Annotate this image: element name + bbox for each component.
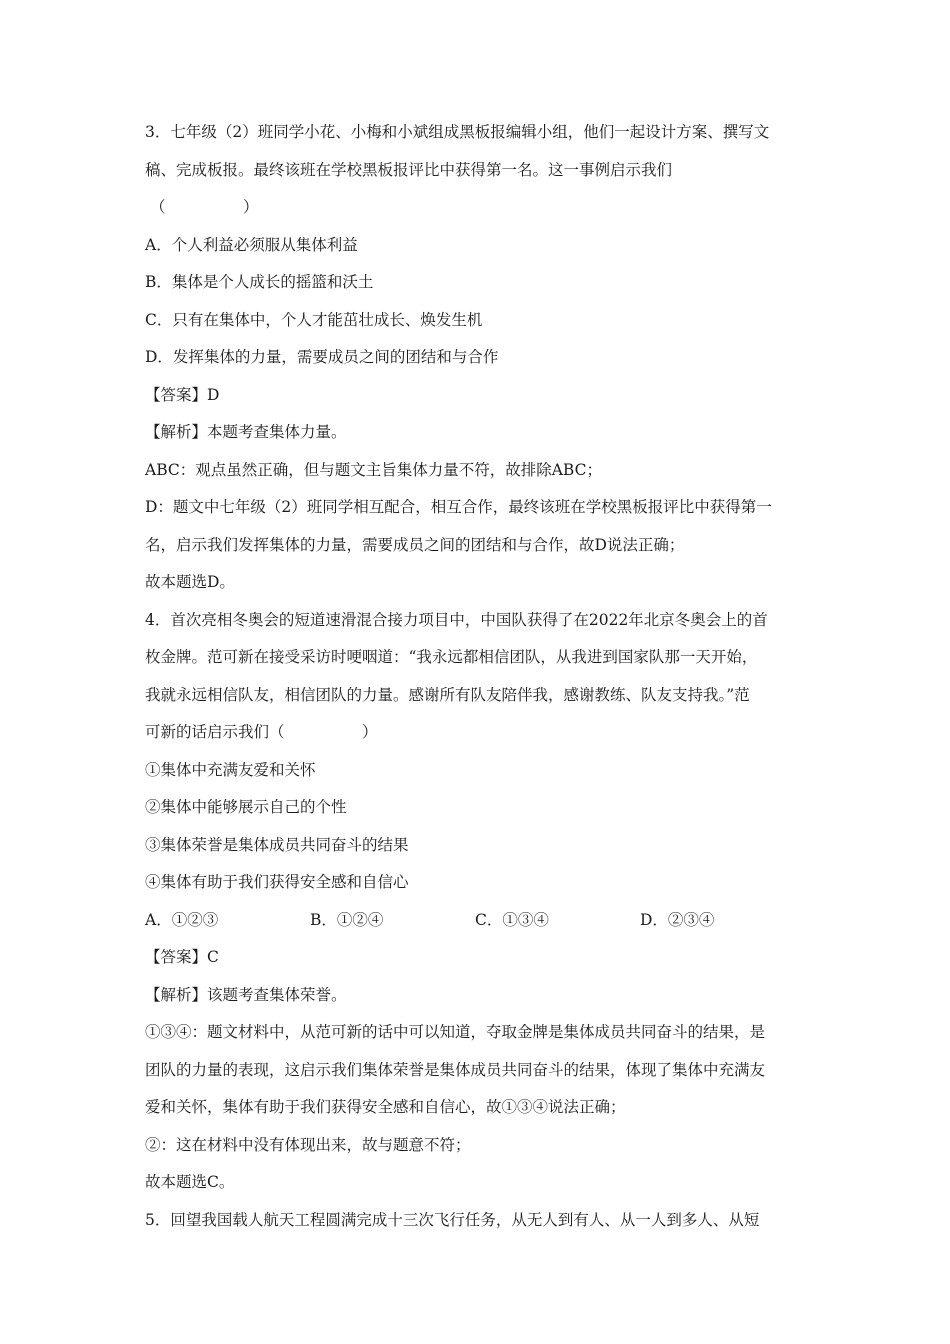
q3-analysis-line1: 【解析】本题考查集体力量。	[145, 423, 347, 441]
q3-option-b: B．集体是个人成长的摇篮和沃土	[145, 273, 374, 291]
q4-option-a: A．①②③	[145, 911, 219, 929]
q3-analysis-line3: D：题文中七年级（2）班同学相互配合，相互合作，最终该班在学校黑板报评比中获得第一	[145, 498, 772, 516]
q4-option-d: D．②③④	[640, 911, 715, 929]
q4-stem-line2: 枚金牌。范可新在接受采访时哽咽道：“我永远都相信团队，从我进到国家队那一天开始，	[145, 648, 758, 666]
q4-answer: 【答案】C	[145, 948, 219, 966]
q3-option-d: D．发挥集体的力量，需要成员之间的团结和与合作	[145, 348, 499, 366]
q4-analysis-line5: ②：这在材料中没有体现出来，故与题意不符；	[145, 1136, 471, 1154]
q3-stem-line1: 3．七年级（2）班同学小花、小梅和小斌组成黑板报编辑小组，他们一起设计方案、撰写文	[145, 123, 770, 141]
q4-analysis-line3: 团队的力量的表现，这启示我们集体荣誉是集体成员共同奋斗的结果，体现了集体中充满友	[145, 1061, 766, 1079]
q4-stem-line1: 4．首次亮相冬奥会的短道速滑混合接力项目中，中国队获得了在2022年北京冬奥会上的首	[145, 611, 768, 629]
q4-item4: ④集体有助于我们获得安全感和自信心	[145, 873, 409, 891]
q4-analysis-line1: 【解析】该题考查集体荣誉。	[145, 986, 347, 1004]
q3-option-a: A．个人利益必须服从集体利益	[145, 236, 358, 254]
q3-analysis-line4: 名，启示我们发挥集体的力量，需要成员之间的团结和与合作，故D说法正确；	[145, 536, 685, 554]
q3-analysis-line5: 故本题选D。	[145, 573, 235, 591]
q4-item2: ②集体中能够展示自己的个性	[145, 798, 347, 816]
q4-stem-line4: 可新的话启示我们（ ）	[145, 723, 378, 741]
q3-answer: 【答案】D	[145, 386, 220, 404]
q3-stem-line2: 稿、完成板报。最终该班在学校黑板报评比中获得第一名。这一事例启示我们	[145, 161, 673, 179]
q4-item1: ①集体中充满友爱和关怀	[145, 761, 316, 779]
q4-analysis-line2: ①③④：题文材料中，从范可新的话中可以知道，夺取金牌是集体成员共同奋斗的结果，是	[145, 1023, 766, 1041]
q3-stem-line3: （ ）	[150, 198, 259, 216]
q4-stem-line3: 我就永远相信队友，相信团队的力量。感谢所有队友陪伴我，感谢教练、队友支持我。”范	[145, 686, 750, 704]
q4-analysis-line4: 爱和关怀，集体有助于我们获得安全感和自信心，故①③④说法正确；	[145, 1098, 626, 1116]
q4-option-b: B．①②④	[310, 911, 384, 929]
q4-analysis-line6: 故本题选C。	[145, 1173, 235, 1191]
q3-analysis-line2: ABC：观点虽然正确，但与题文主旨集体力量不符，故排除ABC；	[145, 461, 602, 479]
q4-option-c: C．①③④	[475, 911, 549, 929]
q3-option-c: C．只有在集体中，个人才能茁壮成长、焕发生机	[145, 311, 483, 329]
q4-item3: ③集体荣誉是集体成员共同奋斗的结果	[145, 836, 409, 854]
q5-stem-line1: 5．回望我国载人航天工程圆满完成十三次飞行任务，从无人到有人、从一人到多人、从短	[145, 1211, 760, 1229]
